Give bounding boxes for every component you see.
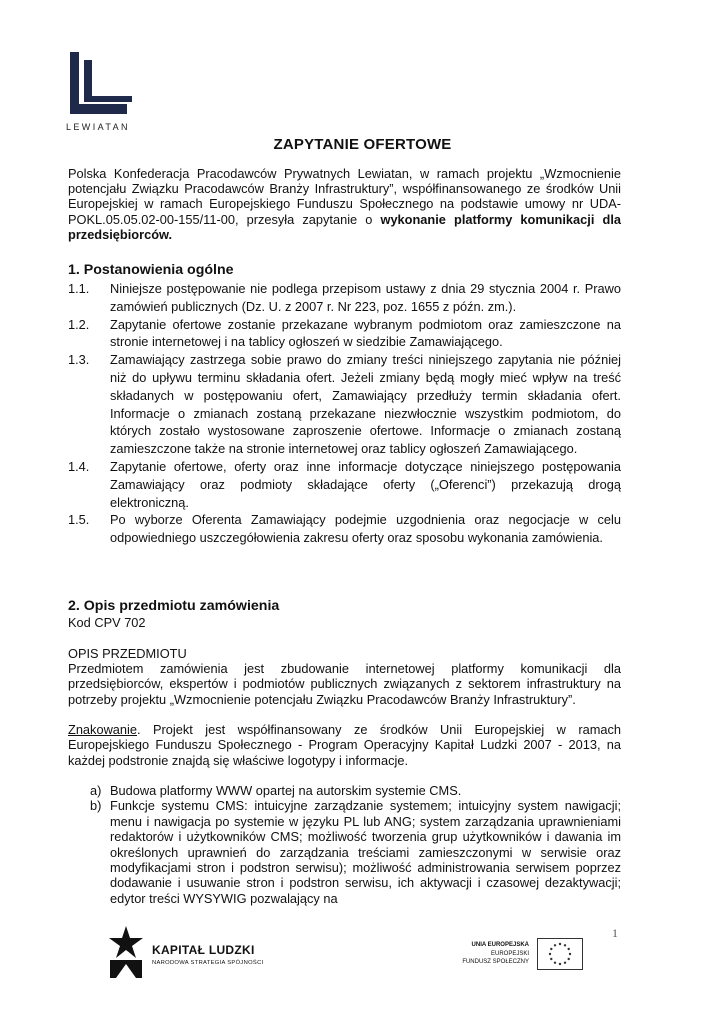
opis-paragraph: Przedmiotem zamówienia jest zbudowanie internetowej platformy komunikacji dla przedsiębiorców, ekspertów i podmiotów publicznych związanych z sektorem infrastruktury na potrzeby projektu „Wzmocnienie potencjału Związku Pracodawców Branży Infrastruktury”. bbox=[68, 661, 621, 707]
section-1-heading: 1. Postanowienia ogólne bbox=[68, 262, 234, 278]
list-item bbox=[68, 280, 621, 316]
item-text: Funkcje systemu CMS: intuicyjne zarządzanie systemem; intuicyjny system nawigacji; menu i nawigacja po systemie w języku PL lub ANG; system zarządzania uprawnieniami redaktorów i użytkowników CMS; możliwość tworzenia grup użytkowników i dawania im określonych uprawnień do zarządzania treściami zamieszczonymi w serwisie oraz modyfikacjami stron i podstron serwisu); możliwość administrowania serwisem poprzez dodawanie i usuwanie stron i podstron serwisu, ich aktywacji i czasowej dezaktywacji; edytor treści WYSYWIG pozwalający na bbox=[110, 798, 621, 906]
list-item bbox=[68, 351, 621, 458]
page-title: ZAPYTANIE OFERTOWE bbox=[273, 136, 452, 153]
item-text: Niniejsze postępowanie nie podlega przepisom ustawy z dnia 29 stycznia 2004 r. Prawo zamówień publicznych (Dz. U. z 2007 r. Nr 223, poz. 1655 z późn. zm.). bbox=[110, 281, 621, 314]
item-number: 1.2. bbox=[68, 316, 90, 332]
intro-text: Polska Konfederacja Pracodawców Prywatnych Lewiatan, w ramach projektu „Wzmocnienie potencjału Związku Pracodawców Branży Infrastruktury”, współfinansowanego ze środków Unii Europejskiej w ramach Europejskiego Funduszu Społecznego na podstawie umowy nr UDA-POKL.05.05.02-00-155/11-00, przesyła zapytanie o bbox=[68, 166, 621, 227]
eu-logo bbox=[455, 938, 585, 974]
list-item bbox=[68, 511, 621, 547]
item-text: Zapytanie ofertowe, oferty oraz inne informacje dotyczące niniejszego postępowania Zamawiający oraz podmioty składające oferty („Oferenci”) przekazują drogą elektroniczną. bbox=[110, 458, 621, 510]
opis-label: OPIS PRZEDMIOTU bbox=[68, 646, 187, 661]
kapital-ludzki-logo bbox=[106, 924, 306, 984]
item-letter: a) bbox=[90, 783, 102, 798]
kapital-ludzki-emblem-icon bbox=[106, 924, 146, 980]
list-item bbox=[68, 316, 621, 352]
znakowanie-label: Znakowanie bbox=[68, 722, 138, 737]
item-text: Zamawiający zastrzega sobie prawo do zmiany treści niniejszego zapytania nie później niż do upływu terminu składania ofert. Jeżeli zmiany będą mogły mieć wpływ na treść składanych w postępowaniu ofert, Zamawiający przedłuży termin składania ofert. Informacje o zmianach zostaną przekazane niezwłocznie wszystkim podmiotom, do których zostało wystosowane zaproszenie ofertowe. Informacje o zmianach zostaną zamieszczone także na stronie internetowej oraz tablicy ogłoszeń Zamawiającego. bbox=[110, 352, 621, 457]
item-text: Po wyborze Oferenta Zamawiający podejmie uzgodnienia oraz negocjacje w celu odpowiedniego uszczegółowienia zakresu oferty oraz sposobu wykonania zamówienia. bbox=[110, 512, 621, 546]
eu-line-2: EUROPEJSKI bbox=[490, 951, 529, 957]
lewiatan-logo-text: LEWIATAN bbox=[66, 122, 130, 132]
item-text: Budowa platformy WWW opartej na autorskim systemie CMS. bbox=[110, 783, 462, 798]
item-number: 1.3. bbox=[68, 352, 90, 368]
item-text: Zapytanie ofertowe zostanie przekazane wybranym podmiotom oraz zamieszczone na stronie internetowej i na tablicy ogłoszeń w siedzibie Zamawiającego. bbox=[110, 316, 621, 350]
kapital-ludzki-subtitle: NARODOWA STRATEGIA SPÓJNOŚCI bbox=[152, 960, 264, 966]
list-item bbox=[68, 458, 621, 511]
lewiatan-logo bbox=[66, 50, 136, 136]
znakowanie-text: . Projekt jest współfinansowany ze środków Unii Europejskiej w ramach Europejskiego Funduszu Społecznego - Program Operacyjny Kapitał Ludzki 2007 - 2013, na każdej podstronie znajdą się właściwe logotypy i informacje. bbox=[68, 722, 621, 768]
intro-bold: wykonanie platformy komunikacji dla przedsiębiorców. bbox=[68, 211, 621, 242]
item-number: 1.5. bbox=[68, 512, 90, 528]
lewiatan-logo-mark bbox=[66, 50, 132, 116]
section-2-heading: 2. Opis przedmiotu zamówienia bbox=[68, 598, 280, 614]
page-number: 1 bbox=[612, 926, 618, 940]
kapital-ludzki-title: KAPITAŁ LUDZKI bbox=[152, 943, 255, 957]
list-item bbox=[90, 783, 621, 798]
item-number: 1.1. bbox=[68, 281, 90, 296]
cpv-code: Kod CPV 702 bbox=[68, 615, 146, 630]
section-2-list bbox=[90, 783, 621, 906]
section-1-list bbox=[68, 280, 621, 547]
item-letter: b) bbox=[90, 798, 102, 814]
eu-line-1: UNIA EUROPEJSKA bbox=[471, 942, 529, 948]
eu-line-3: FUNDUSZ SPOŁECZNY bbox=[462, 959, 529, 965]
intro-paragraph bbox=[68, 166, 621, 242]
item-number: 1.4. bbox=[68, 458, 90, 474]
list-item bbox=[90, 798, 621, 906]
znakowanie-paragraph bbox=[68, 722, 621, 768]
eu-flag-icon bbox=[537, 938, 583, 970]
